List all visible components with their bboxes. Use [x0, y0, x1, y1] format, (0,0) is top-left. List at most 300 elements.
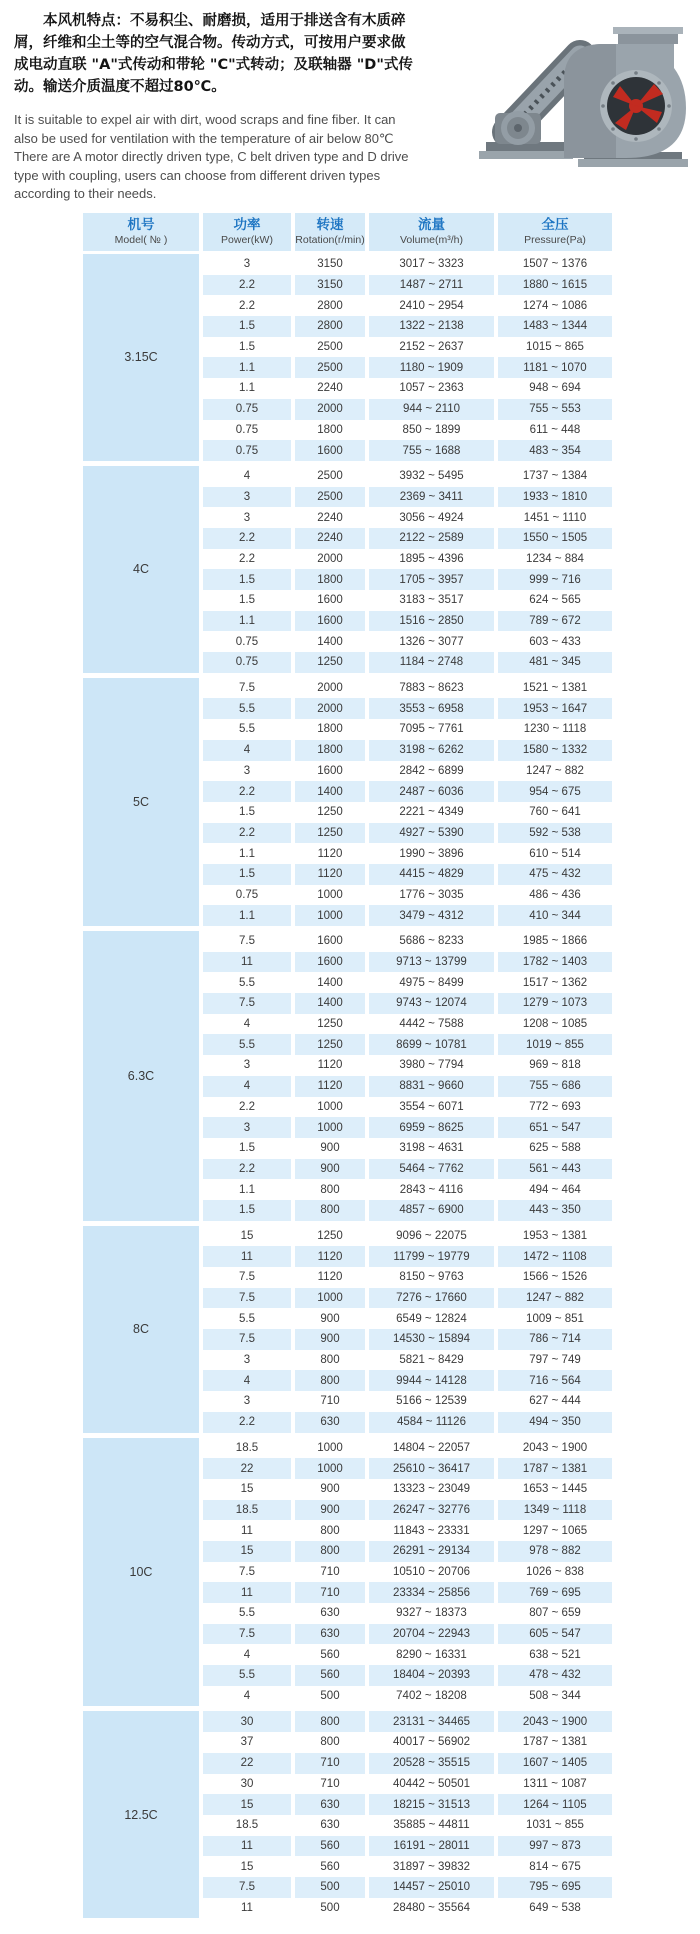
table-row: [203, 1412, 612, 1433]
table-cell: 1800: [317, 423, 343, 436]
table-cell: 560: [295, 1836, 365, 1857]
table-cell: 1.5: [203, 1200, 291, 1221]
table-row: [203, 569, 612, 590]
table-cell: 4: [243, 1018, 251, 1031]
table-cell: 1933 ~ 1810: [498, 487, 612, 508]
table-cell: 1705 ~ 3957: [369, 569, 494, 590]
table-cell: 1.5: [239, 1142, 255, 1155]
table-row: [203, 487, 612, 508]
table-cell: 7.5: [239, 1271, 255, 1284]
table-cell: 560: [295, 1665, 365, 1686]
table-row: [203, 316, 612, 337]
table-row: [203, 972, 612, 993]
table-cell: 11: [241, 1901, 253, 1914]
table-cell: 3183 ~ 3517: [399, 594, 464, 607]
table-cell: 1.1: [239, 382, 255, 395]
table-cell: 2122 ~ 2589: [369, 528, 494, 549]
table-cell: 755 ~ 686: [498, 1076, 612, 1097]
table-row: [203, 1582, 612, 1603]
table-cell: 3: [243, 1354, 251, 1367]
table-cell: 900: [320, 1142, 340, 1155]
table-cell: 7.5: [203, 1288, 291, 1309]
table-cell: 0.75: [203, 399, 291, 420]
header-model: [83, 213, 199, 251]
table-row: [203, 1055, 612, 1076]
table-cell: 7.5: [203, 1877, 291, 1898]
model-group-10C: [83, 1438, 612, 1707]
table-cell: 800: [320, 1354, 340, 1367]
header-rotation-zh: 转速: [316, 217, 344, 233]
table-cell: 2.2: [203, 528, 291, 549]
table-row: [203, 1246, 612, 1267]
table-cell: 2043 ~ 1900: [498, 1711, 612, 1732]
table-cell: 11: [203, 1836, 291, 1857]
table-cell: 3932 ~ 5495: [399, 470, 464, 483]
table-cell: 1250: [317, 806, 343, 819]
header-power-zh: 功率: [233, 217, 261, 233]
table-cell: 5.5: [203, 1665, 291, 1686]
table-cell: 8831 ~ 9660: [369, 1076, 494, 1097]
table-cell: 7.5: [239, 935, 255, 948]
table-cell: 2500: [317, 341, 343, 354]
model-label: 12.5C: [83, 1711, 199, 1918]
table-cell: 3: [203, 1117, 291, 1138]
table-cell: 800: [295, 1200, 365, 1221]
model-group-3.15C: [83, 254, 612, 461]
table-cell: 560: [320, 1860, 340, 1873]
table-cell: 26291 ~ 29134: [369, 1541, 494, 1562]
table-cell: 2.2: [203, 1159, 291, 1180]
table-cell: 11799 ~ 19779: [369, 1246, 494, 1267]
table-row: [203, 1520, 612, 1541]
table-row: [203, 1370, 612, 1391]
table-cell: 5166 ~ 12539: [396, 1395, 467, 1408]
table-cell: 3: [243, 1059, 251, 1072]
table-cell: 1.5: [239, 341, 255, 354]
header-rotation: [295, 213, 365, 251]
table-cell: 814 ~ 675: [529, 1860, 581, 1873]
table-cell: 2.2: [239, 299, 255, 312]
table-row: [203, 1644, 612, 1665]
table-cell: 1985 ~ 1866: [522, 935, 588, 948]
table-cell: 0.75: [235, 635, 259, 648]
table-cell: 800: [320, 1524, 340, 1537]
table-row: [203, 1308, 612, 1329]
table-cell: 900: [295, 1500, 365, 1521]
table-row: [203, 1774, 612, 1795]
table-cell: 1653 ~ 1445: [522, 1483, 588, 1496]
table-cell: 4: [203, 1370, 291, 1391]
table-cell: 508 ~ 344: [529, 1690, 581, 1703]
table-cell: 1120: [295, 1076, 365, 1097]
table-cell: 2240: [295, 528, 365, 549]
table-cell: 478 ~ 432: [498, 1665, 612, 1686]
table-cell: 1487 ~ 2711: [369, 275, 494, 296]
table-row: [203, 1179, 612, 1200]
table-cell: 625 ~ 588: [529, 1142, 581, 1155]
table-cell: 2500: [295, 357, 365, 378]
table-cell: 4927 ~ 5390: [369, 823, 494, 844]
table-cell: 2.2: [239, 552, 255, 565]
model-label: 10C: [83, 1438, 199, 1707]
table-cell: 978 ~ 882: [498, 1541, 612, 1562]
table-row: [203, 1665, 612, 1686]
table-cell: 2000: [317, 682, 343, 695]
table-cell: 2.2: [239, 1100, 255, 1113]
table-cell: 1521 ~ 1381: [522, 682, 588, 695]
table-cell: 1800: [317, 723, 343, 736]
table-cell: 1000: [295, 1458, 365, 1479]
table-cell: 2.2: [203, 823, 291, 844]
table-row: [203, 528, 612, 549]
table-cell: 3: [243, 511, 251, 524]
table-cell: 1.5: [239, 806, 255, 819]
table-row: [203, 295, 612, 316]
table-cell: 481 ~ 345: [498, 652, 612, 673]
table-cell: 500: [295, 1877, 365, 1898]
table-cell: 1580 ~ 1332: [498, 740, 612, 761]
table-cell: 710: [320, 1395, 340, 1408]
table-row: [203, 931, 612, 952]
table-cell: 6549 ~ 12824: [396, 1312, 467, 1325]
table-cell: 4442 ~ 7588: [399, 1018, 464, 1031]
table-cell: 1600: [295, 440, 365, 461]
table-cell: 1120: [317, 1059, 343, 1072]
table-cell: 494 ~ 350: [498, 1412, 612, 1433]
table-cell: 630: [320, 1607, 340, 1620]
table-cell: 1600: [317, 935, 343, 948]
table-cell: 2.2: [203, 1412, 291, 1433]
table-row: [203, 761, 612, 782]
table-cell: 15: [240, 1483, 254, 1496]
table-cell: 1000: [317, 1441, 343, 1454]
table-cell: 1322 ~ 2138: [369, 316, 494, 337]
fan-product-image: [466, 22, 698, 172]
table-cell: 1.1: [239, 847, 255, 860]
table-cell: 1782 ~ 1403: [498, 952, 612, 973]
header-model-en: Model( № ): [114, 234, 168, 246]
table-cell: 1737 ~ 1384: [522, 470, 588, 483]
table-cell: 3198 ~ 6262: [369, 740, 494, 761]
table-row: [203, 378, 612, 399]
table-cell: 1279 ~ 1073: [498, 993, 612, 1014]
table-cell: 1953 ~ 1381: [522, 1229, 588, 1242]
table-cell: 2240: [317, 382, 343, 395]
table-cell: 15: [240, 1229, 254, 1242]
table-row: [203, 1794, 612, 1815]
table-cell: 630: [295, 1624, 365, 1645]
table-cell: 1776 ~ 3035: [399, 888, 464, 901]
table-cell: 13323 ~ 23049: [392, 1483, 471, 1496]
table-cell: 1483 ~ 1344: [498, 316, 612, 337]
table-cell: 1120: [317, 1271, 343, 1284]
table-cell: 7095 ~ 7761: [399, 723, 464, 736]
table-cell: 2043 ~ 1900: [522, 1441, 588, 1454]
table-cell: 7402 ~ 18208: [396, 1690, 467, 1703]
table-cell: 630: [295, 1794, 365, 1815]
table-cell: 772 ~ 693: [529, 1100, 581, 1113]
table-cell: 611 ~ 448: [529, 423, 581, 436]
table-cell: 1.1: [203, 611, 291, 632]
table-cell: 1250: [295, 823, 365, 844]
table-cell: 850 ~ 1899: [402, 423, 461, 436]
table-row: [203, 1541, 612, 1562]
table-row: [203, 1458, 612, 1479]
table-row: [203, 399, 612, 420]
table-cell: 1184 ~ 2748: [369, 652, 494, 673]
table-cell: 5.5: [203, 1034, 291, 1055]
table-cell: 1297 ~ 1065: [522, 1524, 588, 1537]
table-cell: 4415 ~ 4829: [369, 864, 494, 885]
table-cell: 1274 ~ 1086: [522, 299, 588, 312]
table-cell: 1349 ~ 1118: [498, 1500, 612, 1521]
table-cell: 40442 ~ 50501: [392, 1777, 471, 1790]
table-cell: 1120: [295, 1246, 365, 1267]
table-cell: 11: [203, 1582, 291, 1603]
table-cell: 4: [243, 1690, 251, 1703]
table-cell: 710: [320, 1777, 340, 1790]
table-row: [203, 678, 612, 699]
table-row: [203, 1138, 612, 1159]
table-cell: 1550 ~ 1505: [498, 528, 612, 549]
table-cell: 610 ~ 514: [529, 847, 581, 860]
table-cell: 9944 ~ 14128: [369, 1370, 494, 1391]
table-row: [203, 843, 612, 864]
table-cell: 3553 ~ 6958: [369, 698, 494, 719]
table-cell: 5.5: [239, 976, 255, 989]
table-cell: 3017 ~ 3323: [399, 258, 464, 271]
table-cell: 1507 ~ 1376: [522, 258, 588, 271]
table-cell: 1250: [295, 652, 365, 673]
table-cell: 4: [243, 470, 251, 483]
model-label: 4C: [83, 466, 199, 673]
table-cell: 14530 ~ 15894: [369, 1329, 494, 1350]
table-cell: 1400: [295, 781, 365, 802]
header-volume-zh: 流量: [418, 217, 445, 233]
table-cell: 10510 ~ 20706: [392, 1565, 471, 1578]
table-cell: 494 ~ 464: [529, 1183, 581, 1196]
table-cell: 443 ~ 350: [498, 1200, 612, 1221]
table-cell: 630: [320, 1819, 340, 1832]
table-cell: 0.75: [235, 888, 259, 901]
table-row: [203, 1267, 612, 1288]
table-cell: 561 ~ 443: [498, 1159, 612, 1180]
table-cell: 1400: [295, 993, 365, 1014]
table-cell: 1600: [295, 611, 365, 632]
table-cell: 1031 ~ 855: [526, 1819, 584, 1832]
table-cell: 755 ~ 553: [498, 399, 612, 420]
table-cell: 1057 ~ 2363: [399, 382, 464, 395]
table-cell: 475 ~ 432: [498, 864, 612, 885]
table-row: [203, 507, 612, 528]
table-cell: 1000: [295, 905, 365, 926]
table-cell: 5.5: [239, 1607, 255, 1620]
table-cell: 1.1: [203, 357, 291, 378]
table-cell: 16191 ~ 28011: [369, 1836, 494, 1857]
header-pressure-en: Pressure(Pa): [524, 234, 586, 246]
table-cell: 1787 ~ 1381: [498, 1458, 612, 1479]
table-cell: 3: [243, 764, 251, 777]
table-cell: 4: [203, 740, 291, 761]
table-cell: 9096 ~ 22075: [396, 1229, 467, 1242]
table-row: [203, 1753, 612, 1774]
table-cell: 22: [203, 1458, 291, 1479]
table-cell: 800: [320, 1183, 340, 1196]
model-group-4C: [83, 466, 612, 673]
table-cell: 5.5: [239, 723, 255, 736]
table-cell: 14457 ~ 25010: [369, 1877, 494, 1898]
table-cell: 410 ~ 344: [498, 905, 612, 926]
table-cell: 649 ~ 538: [529, 1901, 581, 1914]
table-cell: 716 ~ 564: [498, 1370, 612, 1391]
header-model-zh: 机号: [127, 217, 155, 233]
table-cell: 2842 ~ 6899: [399, 764, 464, 777]
table-cell: 900: [320, 1483, 340, 1496]
table-cell: 7883 ~ 8623: [399, 682, 464, 695]
table-cell: 7.5: [239, 682, 255, 695]
table-row: [203, 1097, 612, 1118]
table-cell: 1120: [295, 864, 365, 885]
header-power: [203, 213, 291, 251]
table-cell: 800: [295, 1370, 365, 1391]
table-cell: 1181 ~ 1070: [498, 357, 612, 378]
table-cell: 7.5: [203, 1624, 291, 1645]
table-row: [203, 1479, 612, 1500]
table-cell: 2800: [317, 299, 343, 312]
table-cell: 1026 ~ 838: [526, 1565, 584, 1578]
header-volume: [369, 213, 494, 251]
table-cell: 4584 ~ 11126: [369, 1412, 494, 1433]
table-cell: 900: [295, 1159, 365, 1180]
table-cell: 8699 ~ 10781: [369, 1034, 494, 1055]
table-row: [203, 1815, 612, 1836]
table-cell: 944 ~ 2110: [369, 399, 494, 420]
table-cell: 3198 ~ 4631: [399, 1142, 464, 1155]
table-cell: 1000: [317, 888, 343, 901]
table-cell: 1250: [317, 1229, 343, 1242]
table-row: [203, 1014, 612, 1035]
table-cell: 14804 ~ 22057: [392, 1441, 471, 1454]
table-row: [203, 420, 612, 441]
model-group-12.5C: [83, 1711, 612, 1918]
table-row: [203, 1562, 612, 1583]
table-cell: 18215 ~ 31513: [369, 1794, 494, 1815]
table-cell: 4: [243, 1648, 251, 1661]
table-row: [203, 1500, 612, 1521]
table-cell: 25610 ~ 36417: [369, 1458, 494, 1479]
table-cell: 3479 ~ 4312: [369, 905, 494, 926]
table-cell: 807 ~ 659: [529, 1607, 581, 1620]
table-cell: 22: [203, 1753, 291, 1774]
table-body: [83, 254, 612, 1918]
table-cell: 710: [295, 1582, 365, 1603]
table-row: [203, 254, 612, 275]
table-cell: 7.5: [203, 1329, 291, 1350]
table-cell: 2000: [317, 552, 343, 565]
table-row: [203, 440, 612, 461]
table-cell: 1.1: [239, 1183, 255, 1196]
table-cell: 800: [295, 1541, 365, 1562]
table-row: [203, 1603, 612, 1624]
table-cell: 7276 ~ 17660: [369, 1288, 494, 1309]
table-cell: 3: [203, 487, 291, 508]
table-cell: 1120: [317, 847, 343, 860]
table-cell: 710: [320, 1565, 340, 1578]
table-row: [203, 802, 612, 823]
table-cell: 3150: [317, 258, 343, 271]
table-cell: 2240: [317, 511, 343, 524]
table-cell: 605 ~ 547: [498, 1624, 612, 1645]
table-cell: 2.2: [203, 781, 291, 802]
table-cell: 1326 ~ 3077: [399, 635, 464, 648]
table-row: [203, 905, 612, 926]
table-cell: 1247 ~ 882: [526, 764, 584, 777]
table-cell: 31897 ~ 39832: [392, 1860, 471, 1873]
model-group-6.3C: [83, 931, 612, 1221]
table-cell: 7.5: [203, 993, 291, 1014]
table-cell: 23334 ~ 25856: [369, 1582, 494, 1603]
model-group-8C: [83, 1226, 612, 1433]
table-cell: 3: [243, 258, 251, 271]
table-cell: 1607 ~ 1405: [498, 1753, 612, 1774]
table-cell: 2487 ~ 6036: [369, 781, 494, 802]
table-cell: 4857 ~ 6900: [369, 1200, 494, 1221]
table-row: [203, 1117, 612, 1138]
fan-illustration: [466, 22, 698, 172]
table-cell: 900: [320, 1312, 340, 1325]
table-cell: 0.75: [203, 652, 291, 673]
table-row: [203, 275, 612, 296]
table-cell: 9713 ~ 13799: [369, 952, 494, 973]
table-cell: 5686 ~ 8233: [399, 935, 464, 948]
intro-section: [14, 10, 414, 204]
table-cell: 486 ~ 436: [529, 888, 581, 901]
table-cell: 1009 ~ 851: [526, 1312, 584, 1325]
table-cell: 15: [240, 1860, 254, 1873]
table-cell: 3150: [295, 275, 365, 296]
table-cell: 969 ~ 818: [529, 1059, 581, 1072]
table-cell: 3980 ~ 7794: [399, 1059, 464, 1072]
table-cell: 35885 ~ 44811: [393, 1819, 470, 1832]
model-label: 6.3C: [83, 931, 199, 1221]
table-row: [203, 1711, 612, 1732]
model-group-5C: [83, 678, 612, 926]
table-row: [203, 823, 612, 844]
table-cell: 0.75: [203, 440, 291, 461]
table-header-row: [83, 213, 612, 251]
table-row: [203, 1329, 612, 1350]
table-cell: 1234 ~ 884: [526, 552, 584, 565]
table-row: [203, 1732, 612, 1753]
table-cell: 5464 ~ 7762: [369, 1159, 494, 1180]
table-cell: 1000: [317, 1100, 343, 1113]
model-label: 8C: [83, 1226, 199, 1433]
table-cell: 7.5: [239, 1565, 255, 1578]
table-cell: 710: [295, 1753, 365, 1774]
table-cell: 1472 ~ 1108: [498, 1246, 612, 1267]
table-row: [203, 631, 612, 652]
header-rotation-en: Rotation(r/min): [295, 234, 365, 246]
table-cell: 1015 ~ 865: [526, 341, 584, 354]
table-cell: 3: [243, 1395, 251, 1408]
table-cell: 1019 ~ 855: [498, 1034, 612, 1055]
table-cell: 1953 ~ 1647: [498, 698, 612, 719]
table-cell: 26247 ~ 32776: [369, 1500, 494, 1521]
table-cell: 2410 ~ 2954: [399, 299, 464, 312]
table-cell: 1517 ~ 1362: [522, 976, 588, 989]
table-cell: 800: [295, 1711, 365, 1732]
fan-inlet: [600, 70, 672, 142]
